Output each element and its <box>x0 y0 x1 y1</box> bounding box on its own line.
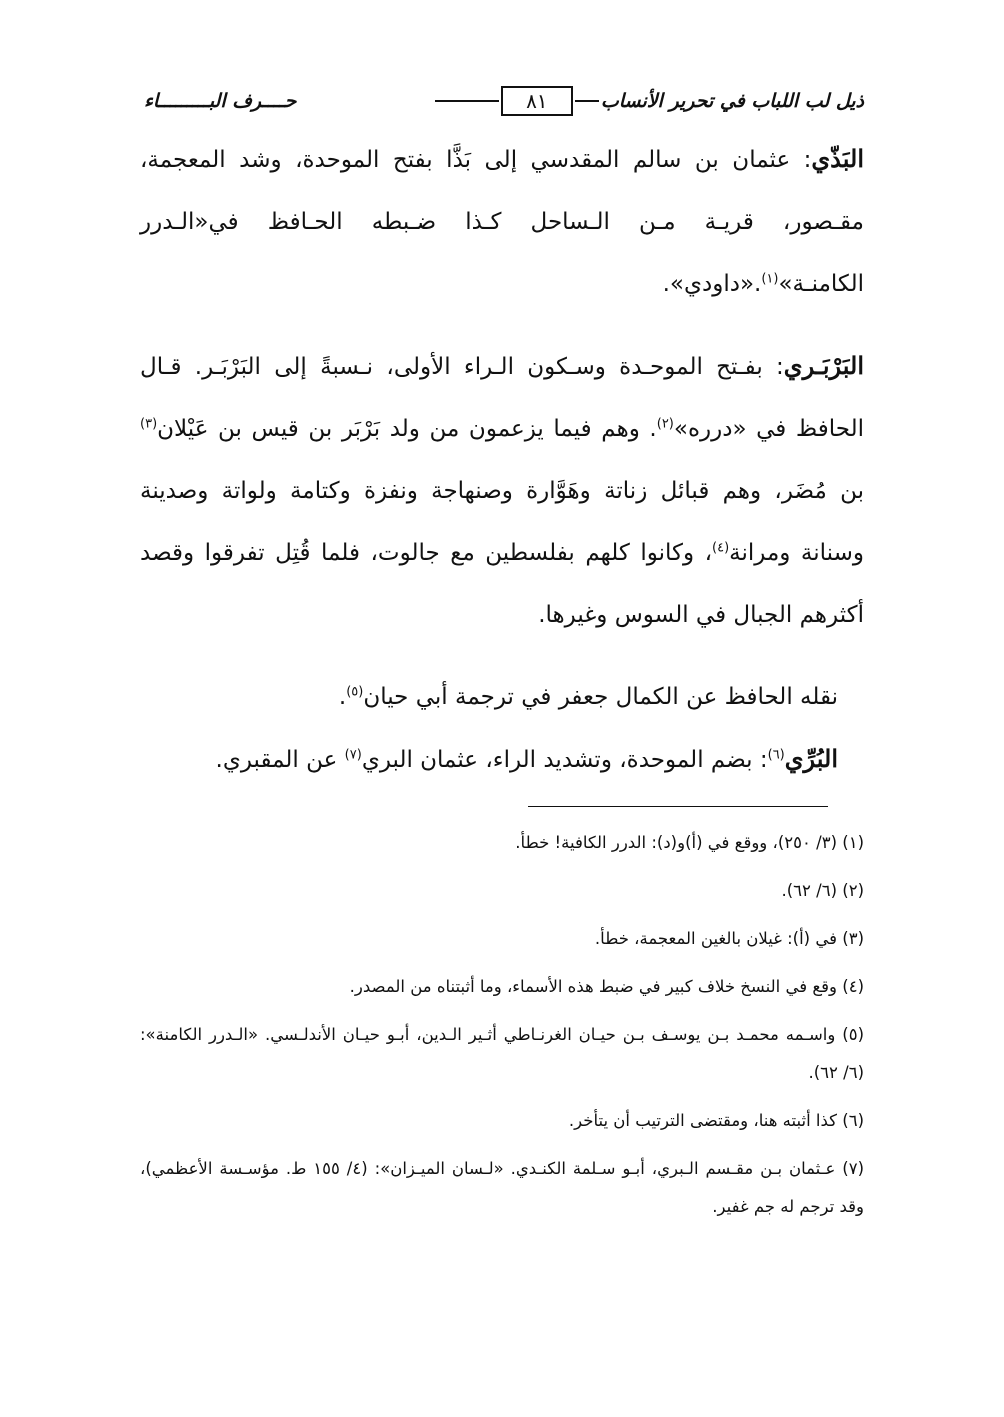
footnote: (٧) عـثمان بـن مقـسم الـبري، أبـو سـلمة الكنـدي. «لـسان الميـزان»: (٤/ ١٥٥ ط. مؤسـسة الأعظمي)، وقد ترجم له جم غفير. <box>140 1159 864 1216</box>
entry-text: عن المقبري. <box>215 747 345 773</box>
entry-barbari <box>140 335 864 646</box>
running-header <box>140 84 864 118</box>
entry-text: ، وكانوا كلهم بفلسطين مع جالوت، فلما قُتِل تفرقوا وقصد أكثرهم الجبال في السوس وغيرها. <box>140 540 864 628</box>
footnote-marker: (٦) <box>767 747 785 763</box>
entry-text: نقله الحافظ عن الكمال جعفر في ترجمة أبي حيان <box>363 684 838 710</box>
page-number: ٨١ <box>501 86 573 116</box>
footnote-marker: (٣) <box>140 416 158 432</box>
footnote-marker: (١) <box>761 271 779 287</box>
entry-text: .«داودي». <box>662 271 762 297</box>
entry-text: بن مُضَر، وهم قبائل زناتة وهَوَّارة وصنهاجة ونفزة وكتامة ولواتة وصدينة وسنانة ومرانة <box>140 478 864 566</box>
chapter-title: حــــرف البـــــــــاء <box>144 90 297 112</box>
footnote: (٤) وقع في النسخ خلاف كبير في ضبط هذه الأسماء، وما أثبتناه من المصدر. <box>349 977 864 996</box>
footnote: (١) (٣/ ٢٥٠)، ووقع في (أ)و(د): الدرر الكافية! خطأ. <box>515 833 864 852</box>
footnote-marker: (٢) <box>656 416 674 432</box>
main-text <box>140 128 864 791</box>
entry-headword: البُرِّي <box>784 744 838 773</box>
footnote: (٥) واسـمه محمـد بـن يوسـف بـن حيـان الغرنـاطي أثـير الـدين، أبـو حيـان الأندلـسي. «الـدرر الكامنة»: (٦/ ٦٢). <box>140 1025 864 1082</box>
entry-note <box>140 666 864 728</box>
footnote: (٢) (٦/ ٦٢). <box>781 881 864 900</box>
footnotes <box>140 824 864 1236</box>
entry-text: : بضم الموحدة، وتشديد الراء، عثمان البري <box>361 747 768 773</box>
entry-text: : بفـتح الموحـدة وسـكون الـراء الأولى، نـسبةً إلى البَرْبَـر. قـال الحافظ في «درره» <box>140 354 864 442</box>
footnote-marker: (٧) <box>344 747 362 763</box>
entry-burri <box>140 728 864 791</box>
header-rule <box>435 100 499 102</box>
entry-text: . وهم فيما يزعمون من ولد بَرْبَر بن قيس بن عَيْلان <box>157 416 657 442</box>
footnote-marker: (٤) <box>712 540 730 556</box>
footnote: (٣) في (أ): غيلان بالغين المعجمة، خطأ. <box>594 929 864 948</box>
entry-badhi <box>140 128 864 315</box>
book-title: ذيل لب اللباب في تحرير الأنساب <box>600 90 864 112</box>
footnote: (٦) كذا أثبته هنا، ومقتضى الترتيب أن يتأخر. <box>568 1111 864 1130</box>
footnote-marker: (٥) <box>346 684 364 700</box>
entry-headword: البَرْبَـري <box>783 351 864 380</box>
entry-text: . <box>338 684 347 710</box>
entry-headword: البَذّي <box>811 144 864 173</box>
footnote-separator <box>528 806 828 807</box>
header-rule <box>575 100 599 102</box>
entry-text: : عثمان بن سالم المقدسي إلى بَذَّا بفتح الموحدة، وشد المعجمة، مقـصور، قريـة مـن الـساحل كـذا ضـبطه الحـافظ في«الـدرر الكامنـة» <box>140 147 864 297</box>
